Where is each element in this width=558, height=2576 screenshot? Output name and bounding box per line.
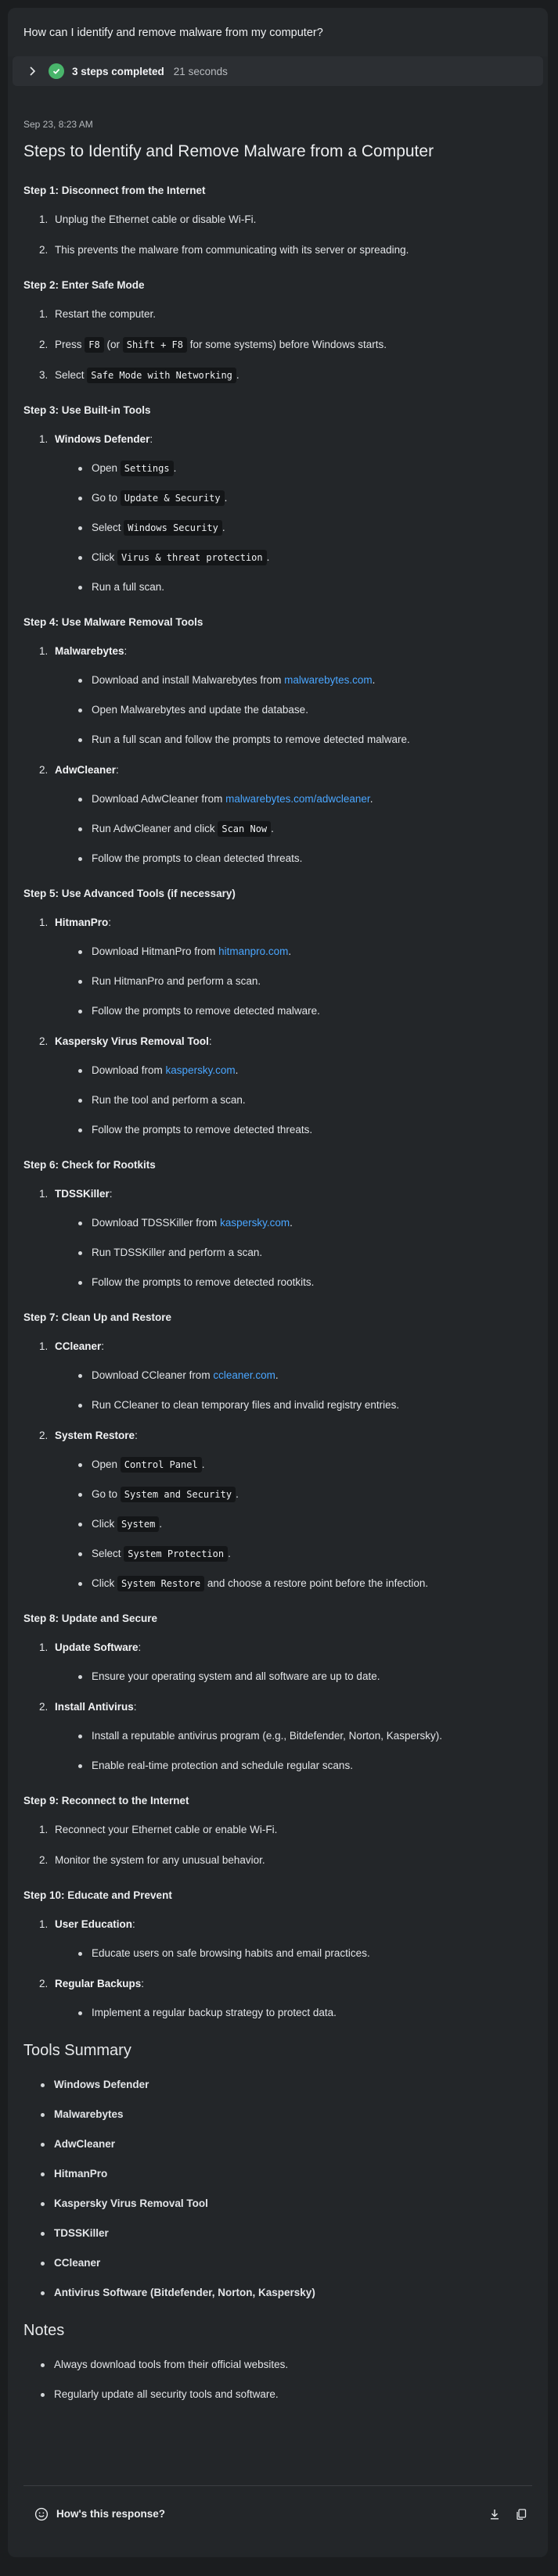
list-item [39,1978,532,2018]
tools-summary-heading: Tools Summary [23,2042,131,2059]
bold-label: System Restore [55,1430,135,1441]
text-run: . [271,823,274,834]
sub-item [77,1670,532,1682]
list-item [39,1918,532,1959]
step-heading: Step 5: Use Advanced Tools (if necessary) [23,888,236,899]
list-item [39,1701,532,1771]
text-run: Download from [92,1064,166,1076]
item-number: 1. [39,213,49,225]
text-run: Follow the prompts to remove detected threats. [92,1124,313,1136]
bold-label: TDSSKiller [55,1188,110,1200]
text-run: Follow the prompts to clean detected threats. [92,852,303,864]
sub-list [77,1730,532,1771]
link[interactable]: hitmanpro.com [218,945,289,957]
text-run: Install a reputable antivirus program (e.g., Bitdefender, Norton, Kaspersky). [92,1730,442,1742]
text-run: : [132,1918,135,1930]
item-text [55,339,532,350]
sub-list [77,1217,532,1288]
text-run: Select [55,369,88,381]
inline-code: Shift + F8 [123,337,187,353]
text-run: . [369,793,373,805]
item-text [55,764,532,776]
sub-item [77,1369,532,1381]
item-number: 2. [39,764,49,776]
text-run: Enable real-time protection and schedule regular scans. [92,1760,353,1771]
text-run: . [275,1369,279,1381]
sub-item [77,823,532,834]
text-run: . [290,1217,293,1229]
sub-item [77,1276,532,1288]
item-number: 2. [39,1430,49,1441]
inline-code: Settings [121,461,174,476]
bold-label: Install Antivirus [55,1701,134,1713]
sub-item [77,945,532,957]
list-item [39,1340,532,1411]
sub-item [77,522,532,533]
tool-item: Malwarebytes [39,2108,532,2120]
text-run: . [288,945,292,957]
text-run: (or [103,339,123,350]
item-number: 1. [39,1641,49,1653]
sub-item [77,734,532,745]
item-number: 1. [39,433,49,445]
check-circle-icon [49,63,64,79]
item-text [55,1641,532,1653]
text-run: . [173,462,177,474]
text-run: Select [92,522,124,533]
sub-item [77,674,532,686]
sub-list [77,462,532,593]
list-item [39,1854,532,1866]
step-heading: Step 1: Disconnect from the Internet [23,185,206,196]
inline-code: Windows Security [124,520,222,536]
item-number: 1. [39,1824,49,1835]
text-run: Educate users on safe browsing habits and email practices. [92,1947,370,1959]
text-run: : [135,1430,138,1441]
list-item [39,1641,532,1682]
text-run: . [372,674,376,686]
sub-item [77,1760,532,1771]
feedback-button[interactable] [34,2507,165,2521]
item-number: 1. [39,1918,49,1930]
item-text [55,917,532,928]
timestamp: Sep 23, 8:23 AM [23,119,93,130]
inline-code: Virus & threat protection [117,550,267,565]
text-run: . [236,1488,239,1500]
text-run: Go to [92,492,121,504]
list-item [39,1188,532,1288]
sub-item [77,1094,532,1106]
item-text [55,1340,532,1352]
step-list [39,1188,532,1288]
list-item [39,244,532,256]
inline-code: Safe Mode with Networking [87,368,236,383]
sub-item [77,1247,532,1258]
text-run: . [235,1064,239,1076]
text-run: Open [92,462,121,474]
sub-item [77,1548,532,1559]
sub-list [77,1947,532,1959]
item-text [55,1978,532,1989]
text-run: Run the tool and perform a scan. [92,1094,246,1106]
tool-item: Kaspersky Virus Removal Tool [39,2197,532,2209]
text-run: . [159,1518,163,1530]
list-item [39,1824,532,1835]
sub-item [77,1488,532,1500]
user-query: How can I identify and remove malware from my computer? [8,8,548,56]
item-number: 1. [39,917,49,928]
text-run: . [201,1458,205,1470]
link[interactable]: malwarebytes.com [284,674,373,686]
sub-item [77,975,532,987]
inline-code: System Restore [117,1576,204,1591]
bold-label: HitmanPro [55,917,109,928]
text-run: Open [92,1458,121,1470]
notes-heading: Notes [23,2322,65,2339]
text-run: Download TDSSKiller from [92,1217,221,1229]
response-content [8,119,548,2400]
text-run: Follow the prompts to remove detected rootkits. [92,1276,315,1288]
step-list [39,433,532,593]
steps-completed-label: 3 steps completed [72,65,164,77]
item-number: 1. [39,1340,49,1352]
bold-label: User Education [55,1918,133,1930]
item-number: 2. [39,1035,49,1047]
tool-item: HitmanPro [39,2168,532,2180]
download-icon[interactable] [488,2508,501,2520]
list-item [39,1430,532,1589]
steps-container [23,185,532,2018]
step-list [39,645,532,864]
sub-item [77,1064,532,1076]
bold-label: Kaspersky Virus Removal Tool [55,1035,209,1047]
text-run: Run a full scan and follow the prompts to remove detected malware. [92,734,410,745]
tool-item: CCleaner [39,2257,532,2269]
item-text [55,244,532,256]
step-list [39,213,532,256]
text-run: Open Malwarebytes and update the database. [92,704,308,716]
step-heading: Step 7: Clean Up and Restore [23,1311,172,1323]
text-run: Ensure your operating system and all software are up to date. [92,1670,380,1682]
step-heading: Step 10: Educate and Prevent [23,1889,172,1901]
text-run: : [124,645,128,657]
sub-list [77,1369,532,1411]
sub-item [77,1458,532,1470]
sub-list [77,2007,532,2018]
step-list [39,917,532,1136]
text-run: Run a full scan. [92,581,165,593]
text-run: Monitor the system for any unusual behavior. [55,1854,265,1866]
text-run: : [108,917,112,928]
copy-icon[interactable] [515,2508,527,2520]
text-run: Implement a regular backup strategy to protect data. [92,2007,337,2018]
item-text [55,1918,532,1930]
response-footer [23,2485,532,2542]
list-item [39,369,532,381]
item-number: 3. [39,369,49,381]
sub-list [77,1670,532,1682]
item-text [55,1701,532,1713]
text-run: : [101,1340,105,1352]
text-run: . [221,522,225,533]
feedback-label: How's this response? [56,2508,165,2520]
text-run: . [236,369,239,381]
text-run: Click [92,551,117,563]
text-run: Download AdwCleaner from [92,793,226,805]
item-number: 2. [39,244,49,256]
step-heading: Step 4: Use Malware Removal Tools [23,616,203,628]
text-run: Click [92,1577,117,1589]
item-text [55,1188,532,1200]
sub-list [77,793,532,864]
item-text [55,369,532,381]
item-text [55,213,532,225]
inline-code: F8 [85,337,103,353]
inline-code: System Protection [124,1546,228,1562]
item-number: 1. [39,308,49,320]
link[interactable]: kaspersky.com [165,1064,236,1076]
text-run: . [266,551,270,563]
text-run: : [149,433,153,445]
bold-label: Update Software [55,1641,139,1653]
sub-list [77,1064,532,1136]
item-text [55,1035,532,1047]
step-list [39,308,532,381]
bold-label: AdwCleaner [55,764,117,776]
text-run: . [224,492,228,504]
link[interactable]: ccleaner.com [213,1369,275,1381]
sub-item [77,1217,532,1229]
text-run: Run AdwCleaner and click [92,823,218,834]
inline-code: Update & Security [121,490,225,506]
text-run: Run CCleaner to clean temporary files and invalid registry entries. [92,1399,400,1411]
sub-item [77,492,532,504]
step-heading: Step 3: Use Built-in Tools [23,404,151,416]
bold-label: Windows Defender [55,433,150,445]
text-run: Download and install Malwarebytes from [92,674,285,686]
inline-code: System and Security [121,1487,236,1502]
text-run: and choose a restore point before the infection. [204,1577,429,1589]
inline-code: Control Panel [121,1457,202,1473]
bold-label: CCleaner [55,1340,102,1352]
steps-summary-toggle[interactable] [13,56,543,86]
text-run: Unplug the Ethernet cable or disable Wi-Fi. [55,213,257,225]
item-number: 1. [39,1188,49,1200]
text-run: Reconnect your Ethernet cable or enable Wi-Fi. [55,1824,278,1835]
sub-item [77,1518,532,1530]
text-run: Press [55,339,85,350]
tool-item: AdwCleaner [39,2138,532,2150]
item-text [55,308,532,320]
chevron-right-icon [27,66,38,77]
text-run: : [133,1701,137,1713]
sub-item [77,581,532,593]
list-item [39,308,532,320]
step-heading: Step 9: Reconnect to the Internet [23,1795,189,1806]
list-item [39,1035,532,1136]
step-list [39,1824,532,1866]
item-text [55,1430,532,1441]
note-item: Always download tools from their official websites. [39,2359,532,2370]
list-item [39,213,532,225]
list-item [39,917,532,1017]
notes-list [39,2359,532,2400]
text-run: Follow the prompts to remove detected malware. [92,1005,320,1017]
item-number: 1. [39,645,49,657]
steps-duration: 21 seconds [173,65,228,77]
item-number: 2. [39,1854,49,1866]
inline-code: System [117,1516,159,1532]
list-item [39,433,532,593]
text-run: Download CCleaner from [92,1369,214,1381]
sub-item [77,2007,532,2018]
sub-list [77,945,532,1017]
link[interactable]: kaspersky.com [220,1217,290,1229]
sub-item [77,852,532,864]
text-run: : [138,1641,142,1653]
item-number: 2. [39,339,49,350]
sub-item [77,1124,532,1136]
text-run: : [109,1188,113,1200]
bold-label: Regular Backups [55,1978,142,1989]
item-number: 2. [39,1701,49,1713]
text-run: Restart the computer. [55,308,157,320]
smiley-icon [34,2507,49,2521]
step-heading: Step 6: Check for Rootkits [23,1159,156,1171]
text-run: Download HitmanPro from [92,945,219,957]
text-run: . [228,1548,231,1559]
text-run: : [141,1978,145,1989]
text-run: This prevents the malware from communicating with its server or spreading. [55,244,409,256]
note-item: Regularly update all security tools and software. [39,2388,532,2400]
sub-item [77,551,532,563]
sub-item [77,1577,532,1589]
link[interactable]: malwarebytes.com/adwcleaner [225,793,370,805]
text-run: for some systems) before Windows starts. [186,339,387,350]
sub-list [77,1458,532,1589]
sub-item [77,793,532,805]
text-run: : [208,1035,212,1047]
item-number: 2. [39,1978,49,1989]
sub-item [77,462,532,474]
step-list [39,1918,532,2018]
sub-item [77,1730,532,1742]
sub-list [77,674,532,745]
step-heading: Step 8: Update and Secure [23,1613,158,1624]
item-text [55,645,532,657]
sub-item [77,704,532,716]
inline-code: Scan Now [218,821,271,837]
tools-summary-list [39,2079,532,2298]
tool-item: TDSSKiller [39,2227,532,2239]
item-text [55,1854,532,1866]
sub-item [77,1399,532,1411]
text-run: Run HitmanPro and perform a scan. [92,975,261,987]
text-run: Run TDSSKiller and perform a scan. [92,1247,263,1258]
list-item [39,339,532,350]
list-item [39,764,532,864]
text-run: Select [92,1548,124,1559]
tool-item: Antivirus Software (Bitdefender, Norton, Kaspersky) [39,2287,532,2298]
text-run: : [116,764,119,776]
item-text [55,1824,532,1835]
text-run: Go to [92,1488,121,1500]
tool-item: Windows Defender [39,2079,532,2090]
item-text [55,433,532,445]
list-item [39,645,532,745]
response-title: Steps to Identify and Remove Malware from a Computer [23,142,434,160]
step-list [39,1641,532,1771]
step-list [39,1340,532,1589]
sub-item [77,1005,532,1017]
text-run: Click [92,1518,117,1530]
bold-label: Malwarebytes [55,645,124,657]
step-heading: Step 2: Enter Safe Mode [23,279,145,291]
response-card [8,8,548,2557]
sub-item [77,1947,532,1959]
